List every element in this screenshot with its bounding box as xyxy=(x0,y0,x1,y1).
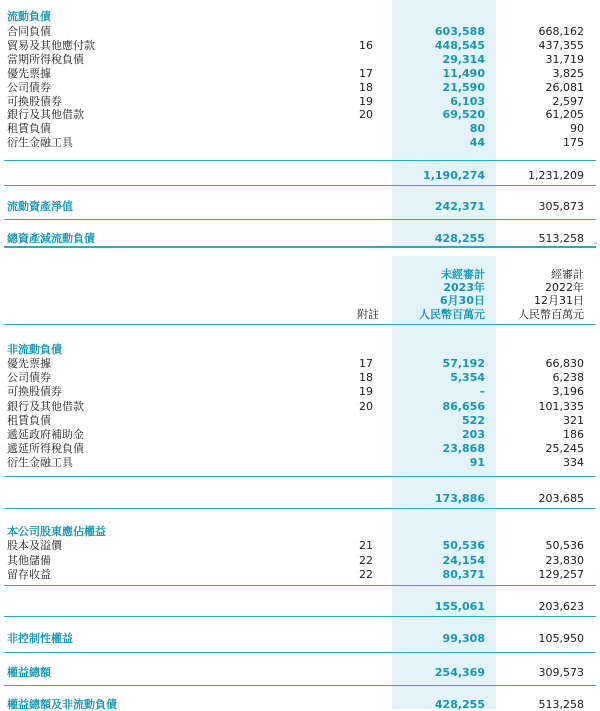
current-liability-cur: 21,590 xyxy=(442,80,485,94)
current-liability-label: 銀行及其他借款 xyxy=(7,108,84,122)
non-current-liability-row xyxy=(0,456,600,469)
non-current-liability-label: 公司債券 xyxy=(7,371,51,385)
equity-item-note: 22 xyxy=(359,553,373,567)
equity-item-note: 22 xyxy=(359,568,373,581)
divider xyxy=(4,476,596,477)
non-current-liability-cur: 522 xyxy=(462,413,485,427)
total-equity-row: 權益總額 254,369 309,573 xyxy=(7,666,584,679)
non-current-liability-label: 衍生金融工具 xyxy=(7,456,73,470)
divider xyxy=(4,508,596,509)
current-liability-note: 18 xyxy=(359,80,373,94)
prior-period-year: 2022年 xyxy=(545,281,584,294)
current-liability-label: 合同負債 xyxy=(7,25,51,38)
divider xyxy=(4,616,596,617)
non-current-liability-row xyxy=(0,414,600,427)
non-current-liabilities-subtotal: 173,886 203,685 xyxy=(434,492,584,505)
current-liability-row xyxy=(0,81,600,94)
current-liability-row xyxy=(0,122,600,135)
equity-item-label: 其他儲備 xyxy=(7,553,51,567)
non-current-liability-note: 18 xyxy=(359,371,373,385)
non-current-liability-row xyxy=(0,357,600,370)
equity-item-row xyxy=(0,539,600,552)
non-current-liability-cur: 91 xyxy=(469,456,485,470)
current-liability-cur: 11,490 xyxy=(442,66,485,80)
divider xyxy=(4,685,596,686)
double-rule xyxy=(4,246,596,248)
edge-mark: - xyxy=(594,238,598,249)
current-liabilities-subtotal: 1,190,274 1,231,209 xyxy=(423,169,584,182)
non-current-liability-cur: 203 xyxy=(462,428,485,441)
divider xyxy=(4,160,596,161)
non-current-liability-label: 可換股債券 xyxy=(7,385,62,399)
divider xyxy=(4,585,596,586)
non-current-liability-prev: 6,238 xyxy=(552,371,584,385)
total-equity-and-non-current-liabilities-row: 權益總額及非流動負債 428,255 513,258 xyxy=(7,698,584,711)
non-current-liability-label: 銀行及其他借款 xyxy=(7,399,84,413)
current-liability-prev: 175 xyxy=(563,136,584,150)
note-column-label: 附註 xyxy=(357,308,379,321)
equity-item-cur: 50,536 xyxy=(442,539,485,552)
current-liability-label: 衍生金融工具 xyxy=(7,136,73,150)
equity-item-cur: 80,371 xyxy=(442,568,485,581)
current-liability-cur: 44 xyxy=(469,136,485,150)
current-liability-note: 20 xyxy=(359,108,373,122)
non-current-liability-note: 20 xyxy=(359,399,373,413)
current-liability-note: 19 xyxy=(359,94,373,108)
current-liability-prev: 668,162 xyxy=(538,25,584,38)
equity-item-prev: 129,257 xyxy=(538,568,584,581)
current-liability-prev: 26,081 xyxy=(545,80,584,94)
non-current-liability-label: 遞延所得稅負債 xyxy=(7,442,84,456)
non-current-liability-cur: 86,656 xyxy=(442,399,485,413)
divider xyxy=(4,185,596,186)
current-liability-prev: 3,825 xyxy=(552,66,584,80)
non-current-liability-note: 17 xyxy=(359,357,373,370)
non-current-liability-prev: 66,830 xyxy=(545,357,584,370)
current-liabilities-heading: 流動負債 xyxy=(7,10,51,23)
current-liability-row xyxy=(0,95,600,108)
equity-heading: 本公司股東應佔權益 xyxy=(7,525,106,538)
non-current-liability-prev: 101,335 xyxy=(538,399,584,413)
current-liability-row xyxy=(0,67,600,80)
non-current-liability-prev: 186 xyxy=(563,428,584,441)
prior-period-unit: 人民幣百萬元 xyxy=(518,308,584,321)
non-current-liability-cur: 23,868 xyxy=(442,442,485,456)
current-period-year: 2023年 xyxy=(443,281,485,294)
non-current-liability-note: 19 xyxy=(359,385,373,399)
current-liability-row xyxy=(0,136,600,149)
current-liability-label: 當期所得稅負債 xyxy=(7,52,84,66)
current-liability-prev: 31,719 xyxy=(545,52,584,66)
non-current-liability-cur: – xyxy=(479,385,485,399)
equity-item-row xyxy=(0,568,600,581)
equity-item-row xyxy=(0,554,600,567)
current-liability-label: 貿易及其他應付款 xyxy=(7,38,95,52)
current-period-date: 6月30日 xyxy=(440,294,485,307)
current-liability-cur: 69,520 xyxy=(442,108,485,122)
non-current-liability-row xyxy=(0,428,600,441)
current-liability-cur: 448,545 xyxy=(434,38,485,52)
divider xyxy=(4,219,596,220)
current-liability-prev: 90 xyxy=(570,122,584,136)
equity-subtotal: 155,061 203,623 xyxy=(434,600,584,613)
non-current-liability-row xyxy=(0,442,600,455)
non-current-liability-label: 遞延政府補助金 xyxy=(7,428,84,441)
non-current-liability-prev: 25,245 xyxy=(545,442,584,456)
equity-item-label: 股本及溢價 xyxy=(7,539,62,552)
non-current-liabilities-heading: 非流動負債 xyxy=(7,343,62,356)
non-current-liability-row xyxy=(0,400,600,413)
current-liability-label: 公司債券 xyxy=(7,80,51,94)
non-current-liability-label: 優先票據 xyxy=(7,357,51,370)
divider xyxy=(4,324,596,325)
current-liability-label: 租賃負債 xyxy=(7,122,51,136)
non-current-liability-cur: 57,192 xyxy=(442,357,485,370)
current-liability-prev: 437,355 xyxy=(538,38,584,52)
non-current-liability-prev: 334 xyxy=(563,456,584,470)
non-current-liability-row xyxy=(0,371,600,384)
current-liability-prev: 61,205 xyxy=(545,108,584,122)
current-period-unit: 人民幣百萬元 xyxy=(419,308,485,321)
non-current-liability-label: 租賃負債 xyxy=(7,413,51,427)
current-liability-cur: 603,588 xyxy=(434,25,485,38)
current-liability-row xyxy=(0,39,600,52)
non-current-liability-row xyxy=(0,385,600,398)
current-liability-cur: 6,103 xyxy=(450,94,485,108)
total-assets-less-current-liabilities-row: 總資產減流動負債 428,255 513,258 xyxy=(7,232,584,245)
current-liability-row xyxy=(0,108,600,121)
current-liability-label: 優先票據 xyxy=(7,66,51,80)
current-liability-row xyxy=(0,25,600,38)
current-liability-row xyxy=(0,53,600,66)
equity-item-cur: 24,154 xyxy=(442,553,485,567)
current-liability-note: 16 xyxy=(359,38,373,52)
current-period-audit-status: 未經審計 xyxy=(441,268,485,281)
non-current-liability-prev: 321 xyxy=(563,413,584,427)
current-liability-prev: 2,597 xyxy=(552,94,584,108)
prior-period-date: 12月31日 xyxy=(534,294,584,307)
current-liability-note: 17 xyxy=(359,66,373,80)
non-current-liability-prev: 3,196 xyxy=(552,385,584,399)
equity-item-label: 留存收益 xyxy=(7,568,51,581)
equity-item-prev: 23,830 xyxy=(545,553,584,567)
current-liability-cur: 80 xyxy=(469,122,485,136)
divider xyxy=(4,652,596,653)
prior-period-audit-status: 經審計 xyxy=(551,268,584,281)
current-liability-label: 可換股債券 xyxy=(7,94,62,108)
non-controlling-interests-row: 非控制性權益 99,308 105,950 xyxy=(7,632,584,645)
equity-item-note: 21 xyxy=(359,539,373,552)
non-current-liability-cur: 5,354 xyxy=(450,371,485,385)
current-liability-cur: 29,314 xyxy=(442,52,485,66)
net-current-assets-row: 流動資產淨值 242,371 305,873 xyxy=(7,200,584,213)
equity-item-prev: 50,536 xyxy=(545,539,584,552)
